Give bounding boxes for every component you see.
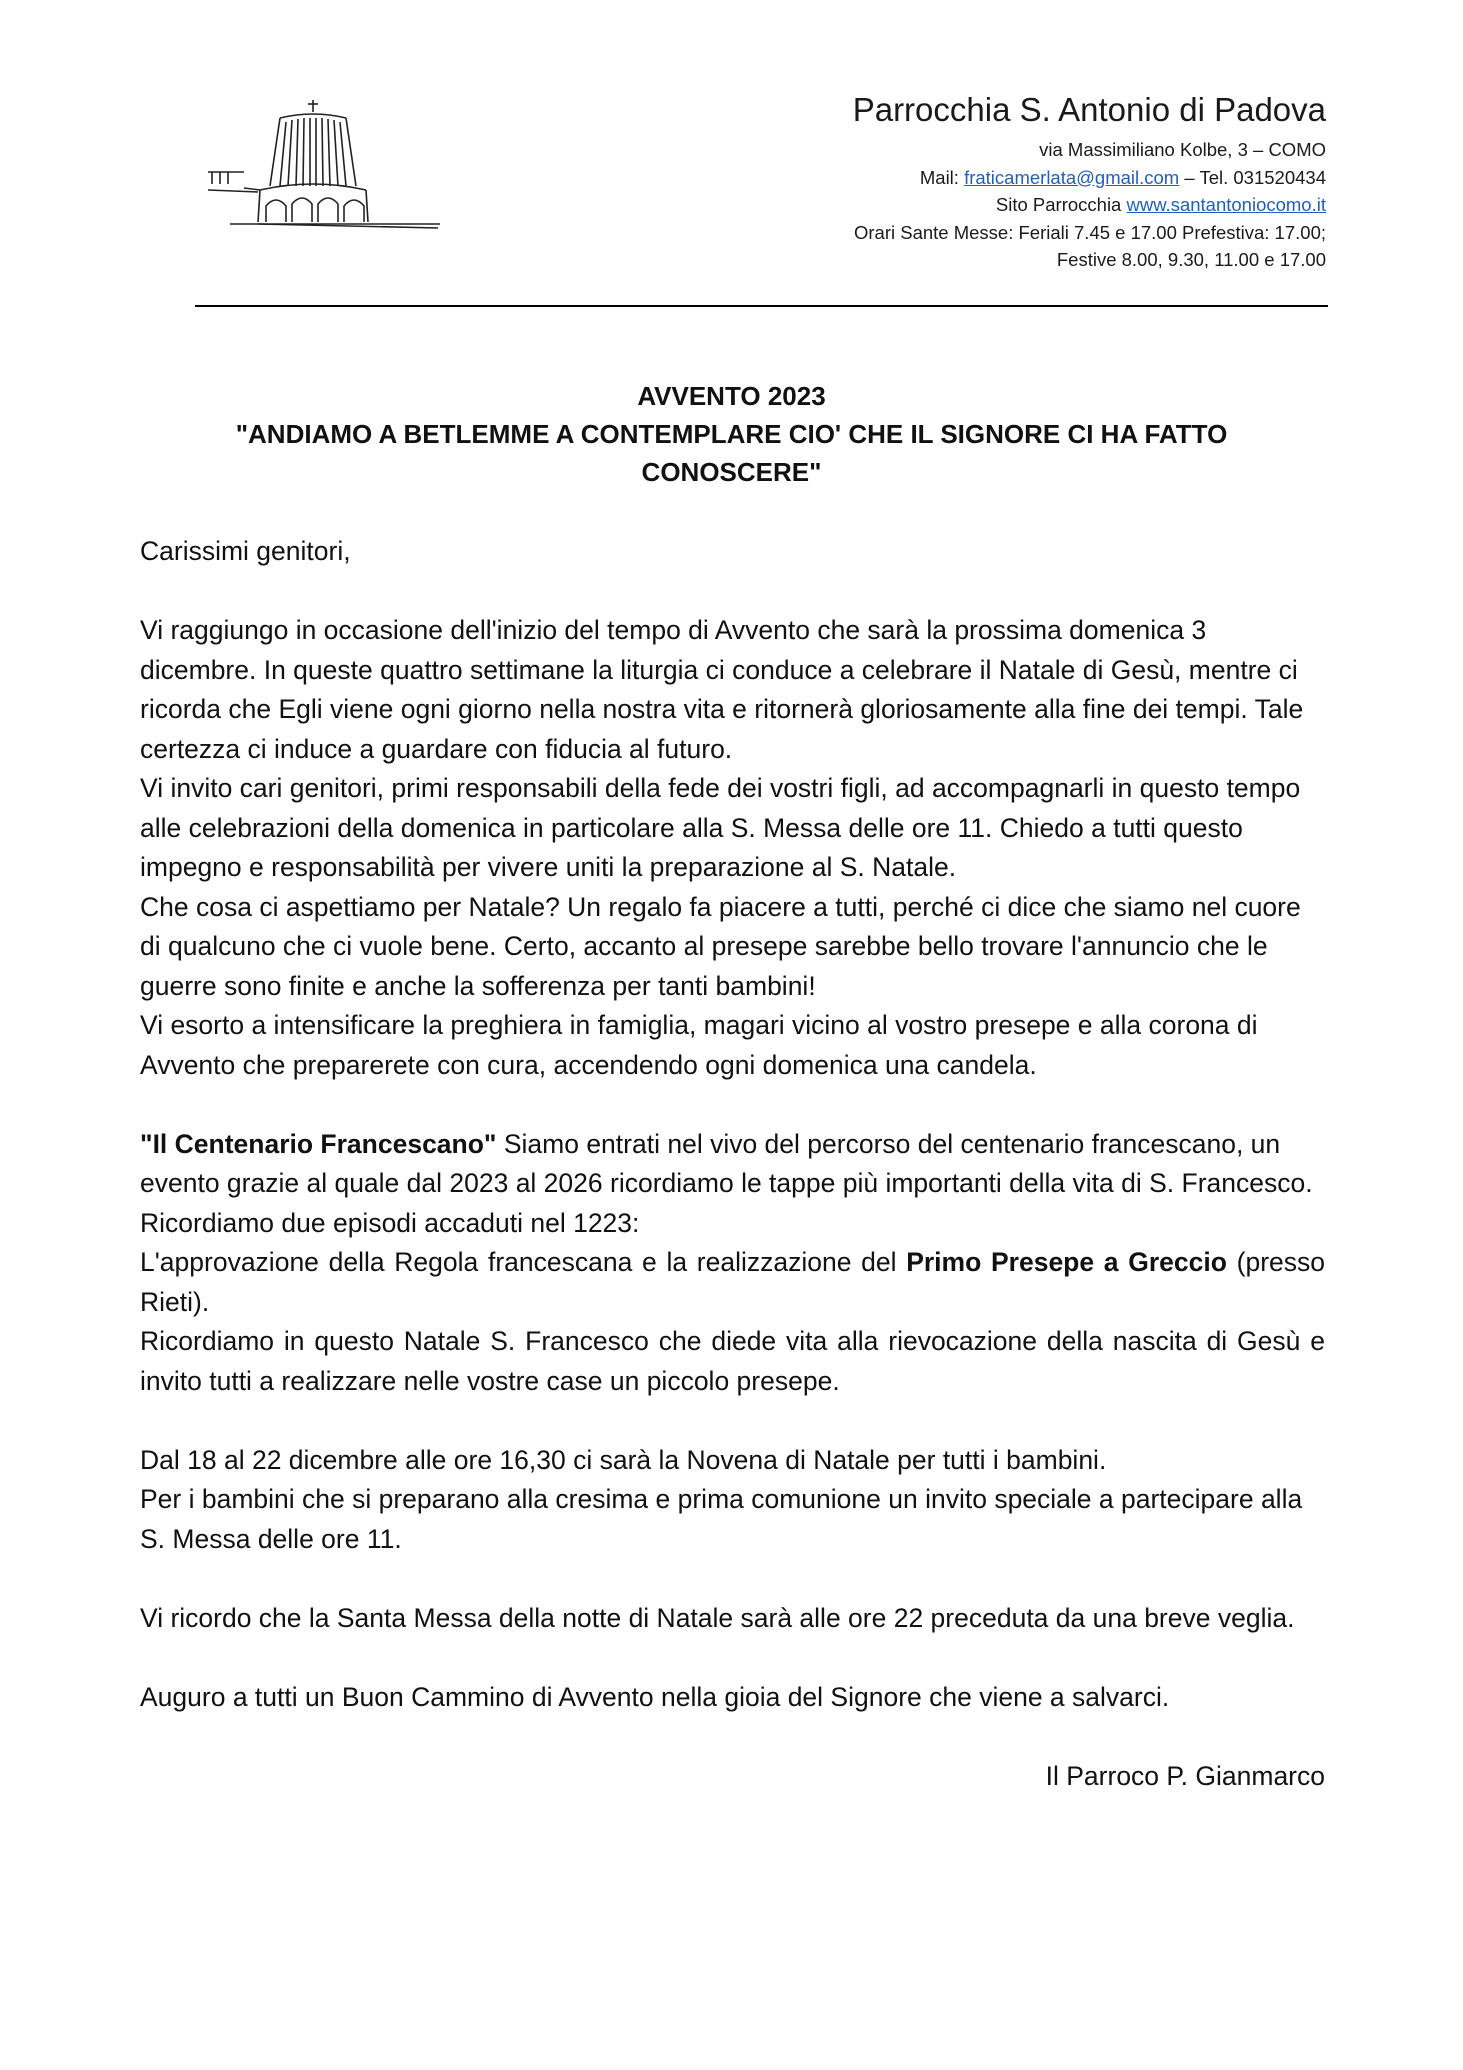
- paragraph-francesco-natale: Ricordiamo in questo Natale S. Francesco che diede vita alla rievocazione della nascita di Gesù e invito tutti a realizzare nelle vostre case un piccolo presepe.: [140, 1326, 1325, 1396]
- parish-header: [853, 88, 1326, 274]
- regola-tail: (presso Rieti).: [140, 1247, 1325, 1317]
- contact-line: [853, 164, 1326, 192]
- paragraph-wishes: Auguro a tutti un Buon Cammino di Avvento nella gioia del Signore che viene a salvarci.: [140, 1681, 1170, 1712]
- mail-label: Mail:: [919, 166, 965, 188]
- centenario-text: Siamo entrati nel vivo del percorso del centenario francescano, un evento grazie al quale dal 2023 al 2026 ricordiamo le tappe più importanti della vita di S. Francesco.: [140, 1128, 1313, 1198]
- paragraph-christmas-gift: Che cosa ci aspettiamo per Natale? Un regalo fa piacere a tutti, perché ci dice che siamo nel cuore di qualcuno che ci vuole bene. Certo, accanto al presepe sarebbe bello trovare l'annuncio che le guerre sono finite e anche la sofferenza per tanti bambini!: [140, 891, 1301, 1001]
- paragraph-prayer: Vi esorto a intensificare la preghiera in famiglia, magari vicino al vostro presepe e alla corona di Avvento che preparerete con cura, accendendo ogni domenica una candela.: [140, 1010, 1258, 1080]
- presepe-greccio: Primo Presepe a Greccio: [906, 1247, 1227, 1277]
- mail-link[interactable]: fraticamerlata@gmail.com: [964, 166, 1180, 188]
- church-logo-icon: [200, 98, 440, 234]
- mass-times-festive: Festive 8.00, 9.30, 11.00 e 17.00: [1056, 249, 1326, 270]
- paragraph-invite-parents: Vi invito cari genitori, primi responsabili della fede dei vostri figli, ad accompagnarli in questo tempo alle celebrazioni della domenica in particolare alla S. Messa delle ore 11. Chiedo a tutti questo impegno e responsabilità per vivere uniti la preparazione al S. Natale.: [140, 773, 1301, 882]
- title-line-1: AVVENTO 2023: [637, 381, 826, 411]
- paragraph-regola: [140, 1243, 1325, 1322]
- mass-times-weekday: Orari Sante Messe: Feriali 7.45 e 17.00 Prefestiva: 17.00;: [854, 221, 1326, 243]
- site-line: [853, 191, 1326, 219]
- paragraph-advent-intro: Vi raggiungo in occasione dell'inizio del tempo di Avvento che sarà la prossima domenica 3 dicembre. In queste quattro settimane la liturgia ci conduce a celebrare il Natale di Gesù, mentre ci ricorda che Egli viene ogni giorno nella nostra vita e ritornerà gloriosamente alla fine dei tempi. Tale certezza ci induce a guardare con fiducia al futuro.: [140, 615, 1304, 764]
- site-label: Sito Parrocchia: [995, 194, 1127, 215]
- header-divider: [195, 305, 1328, 307]
- signature: Il Parroco P. Gianmarco: [1045, 1760, 1325, 1791]
- paragraph-episodes: Ricordiamo due episodi accaduti nel 1223:: [140, 1207, 640, 1238]
- parish-address: via Massimiliano Kolbe, 3 – COMO: [1039, 139, 1326, 160]
- tel-text: – Tel. 031520434: [1179, 166, 1326, 188]
- regola-text: L'approvazione della Regola francescana e la realizzazione del: [140, 1247, 907, 1277]
- greeting: Carissimi genitori,: [140, 536, 351, 566]
- paragraph-centenario: [140, 1125, 1325, 1204]
- paragraph-novena: Dal 18 al 22 dicembre alle ore 16,30 ci sarà la Novena di Natale per tutti i bambini.: [140, 1444, 1107, 1475]
- paragraph-cresima: Per i bambini che si preparano alla cresima e prima comunione un invito speciale a partecipare alla S. Messa delle ore 11.: [140, 1484, 1303, 1554]
- title-line-2: "ANDIAMO A BETLEMME A CONTEMPLARE CIO' CHE IL SIGNORE CI HA FATTO CONOSCERE": [235, 419, 1228, 487]
- letter-body: [140, 532, 1325, 1796]
- letter-title: [190, 377, 1273, 491]
- site-link[interactable]: www.santantoniocomo.it: [1126, 194, 1326, 215]
- centenario-heading: "Il Centenario Francescano": [140, 1128, 497, 1159]
- paragraph-night-mass: Vi ricordo che la Santa Messa della notte di Natale sarà alle ore 22 preceduta da una breve veglia.: [140, 1602, 1295, 1633]
- parish-name: Parrocchia S. Antonio di Padova: [852, 91, 1326, 128]
